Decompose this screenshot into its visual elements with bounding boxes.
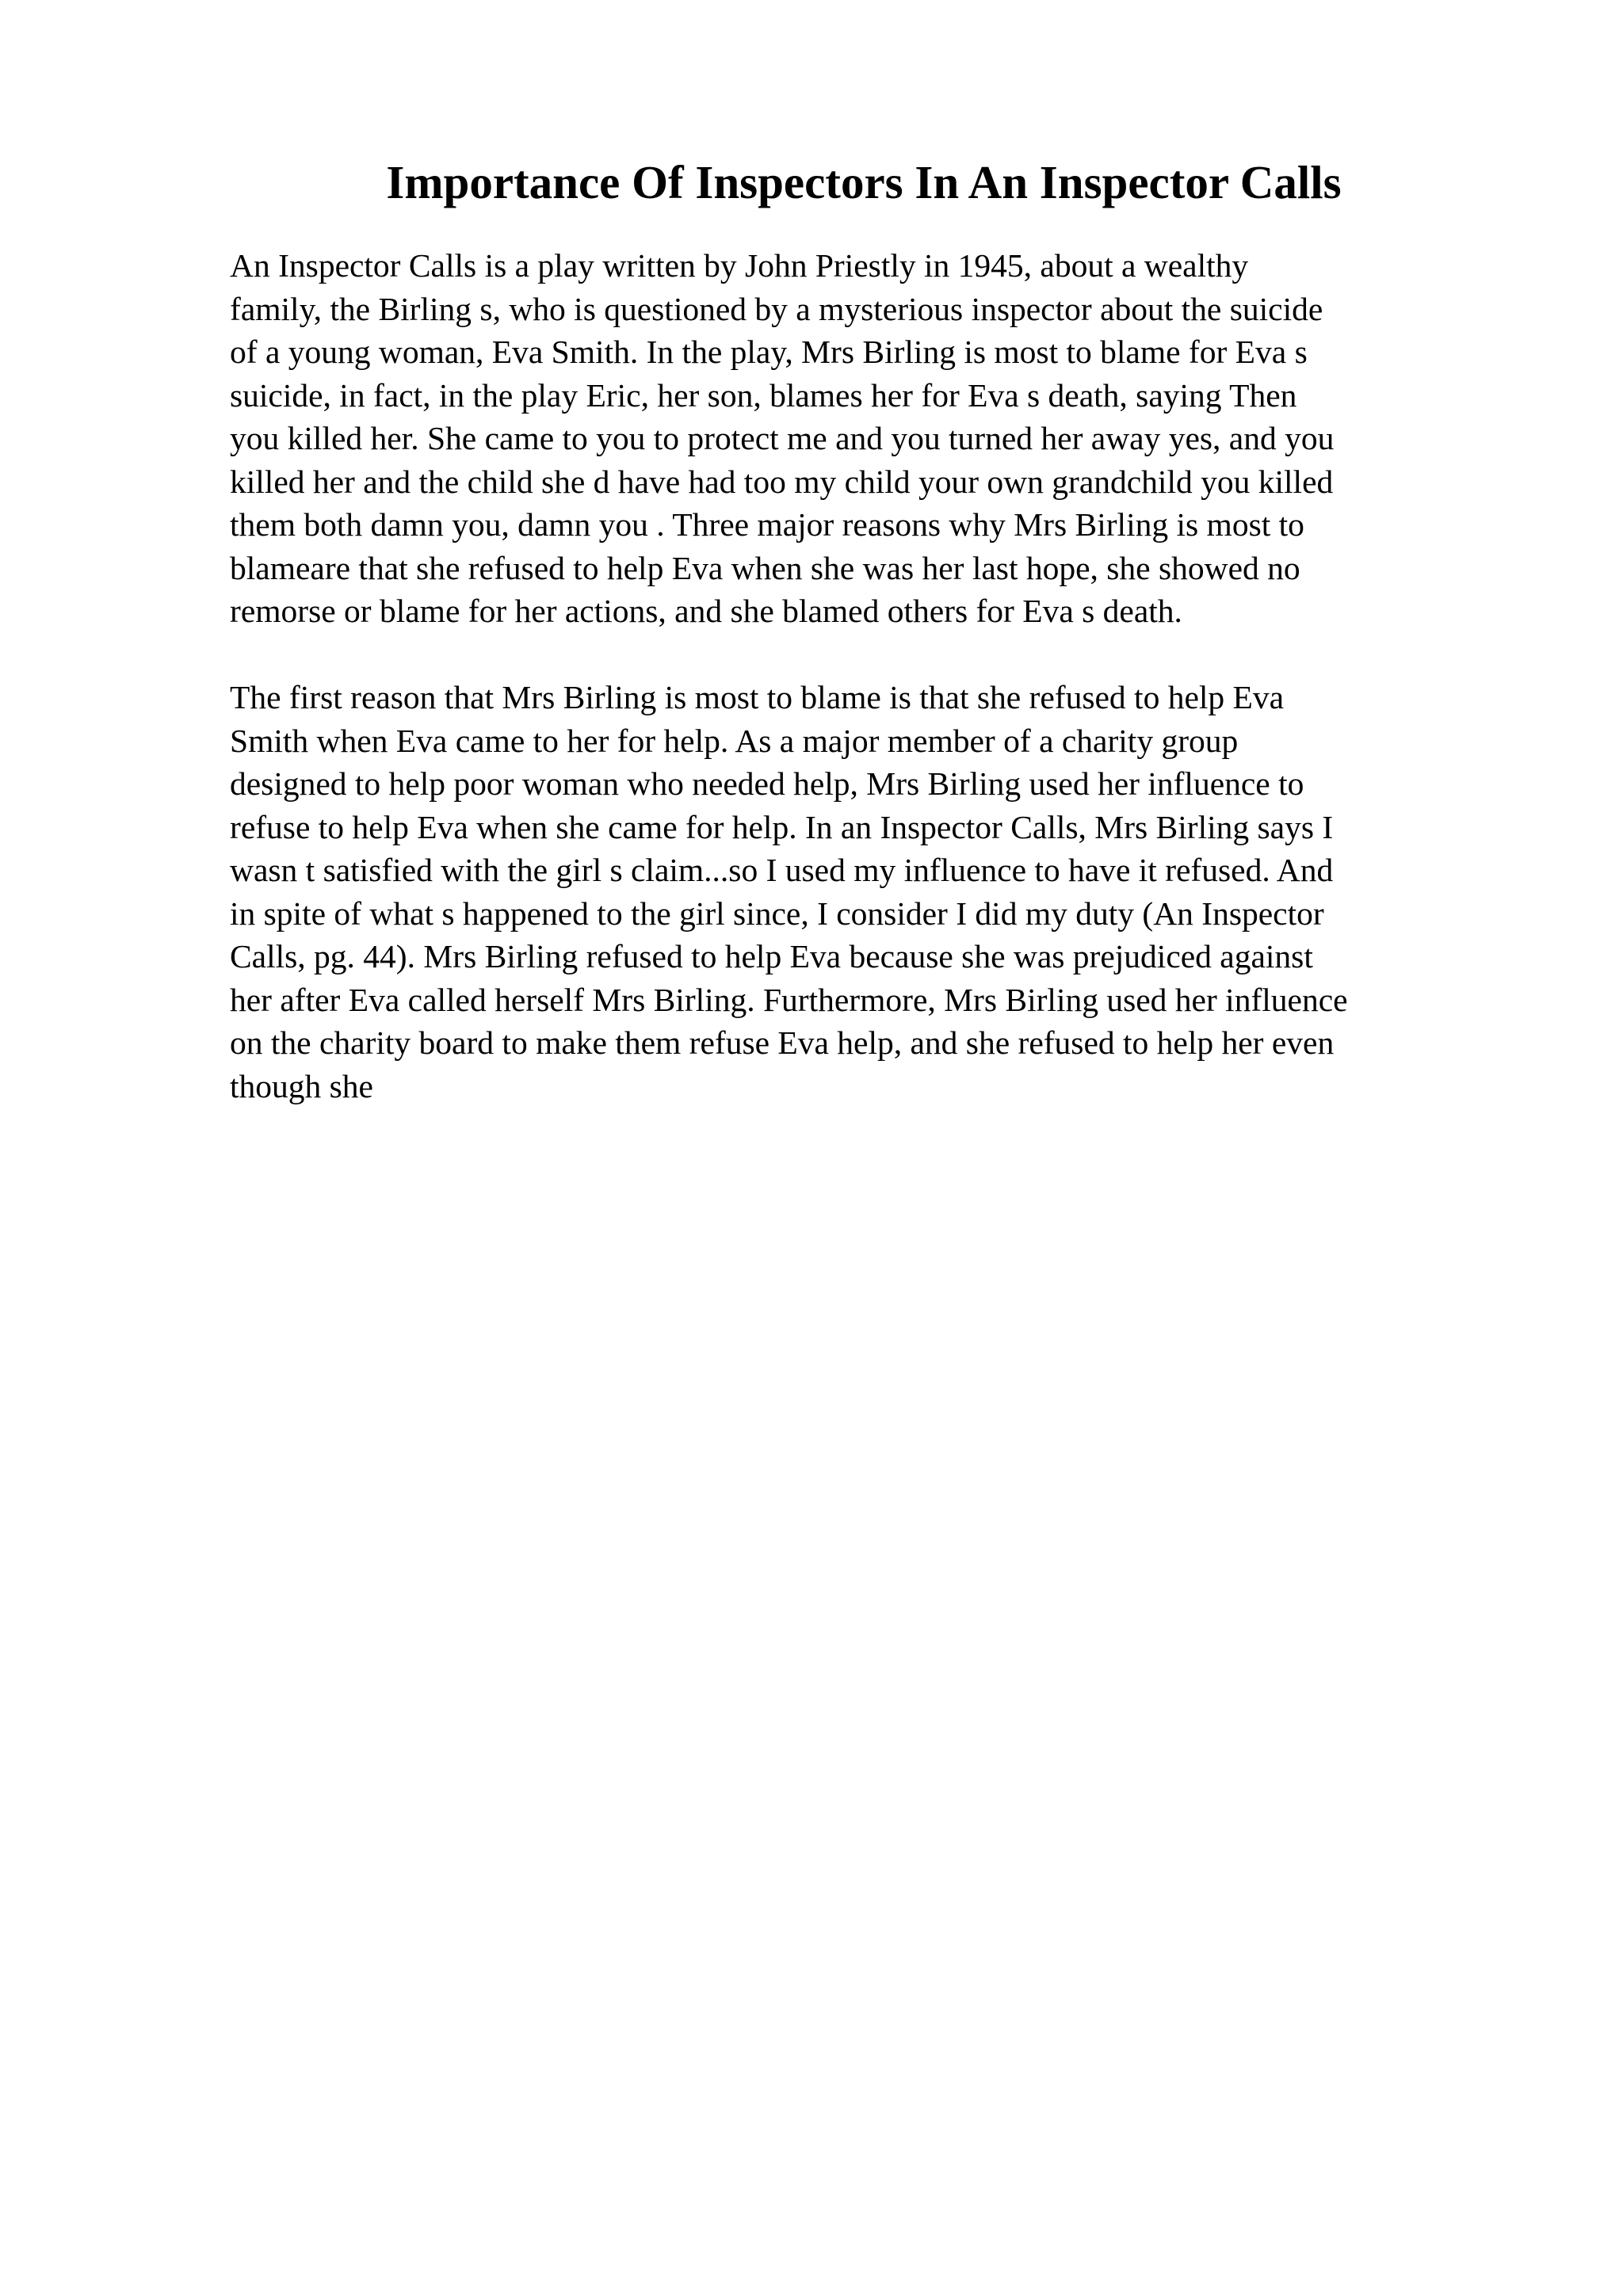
text-line: her after Eva called herself Mrs Birling. Furthermore, Mrs Birling used her influence (230, 981, 1348, 1018)
text-line: remorse or blame for her actions, and she blamed others for Eva s death. (230, 593, 1182, 629)
text-line: An Inspector Calls is a play written by John Priestly in 1945, about a wealthy (230, 247, 1249, 284)
text-line: though she (230, 1067, 373, 1104)
paragraph-spacer (230, 633, 1514, 677)
text-line: Smith when Eva came to her for help. As a major member of a charity group (230, 722, 1239, 759)
text-line: Calls, pg. 44). Mrs Birling refused to help Eva because she was prejudiced against (230, 938, 1313, 974)
text-line: wasn t satisfied with the girl s claim...so I used my influence to have it refused. And (230, 852, 1334, 888)
text-line: in spite of what s happened to the girl since, I consider I did my duty (An Inspector (230, 894, 1324, 932)
text-line: on the charity board to make them refuse Eva help, and she refused to help her even (230, 1024, 1335, 1061)
text-line: killed her and the child she d have had too my child your own grandchild you killed (230, 463, 1334, 500)
text-line: refuse to help Eva when she came for help. In an Inspector Calls, Mrs Birling says I (230, 808, 1334, 845)
text-line: The first reason that Mrs Birling is most to blame is that she refused to help Eva (230, 679, 1285, 715)
text-line: designed to help poor woman who needed help, Mrs Birling used her influence to (230, 765, 1304, 802)
document-title: Importance Of Inspectors In An Inspector Calls (386, 156, 1342, 208)
paragraph-intro (230, 244, 1514, 633)
document-body (230, 244, 1514, 1108)
text-line: them both damn you, damn you . Three major reasons why Mrs Birling is most to (230, 506, 1304, 543)
paragraph-first-reason (230, 676, 1514, 1108)
text-line: of a young woman, Eva Smith. In the play, Mrs Birling is most to blame for Eva s (230, 334, 1308, 370)
text-line: family, the Birling s, who is questioned by a mysterious inspector about the suicide (230, 290, 1323, 327)
text-line: blameare that she refused to help Eva when she was her last hope, she showed no (230, 549, 1300, 586)
text-line: you killed her. She came to you to protect me and you turned her away yes, and you (230, 420, 1335, 456)
text-line: suicide, in fact, in the play Eric, her son, blames her for Eva s death, saying Then (230, 376, 1297, 414)
